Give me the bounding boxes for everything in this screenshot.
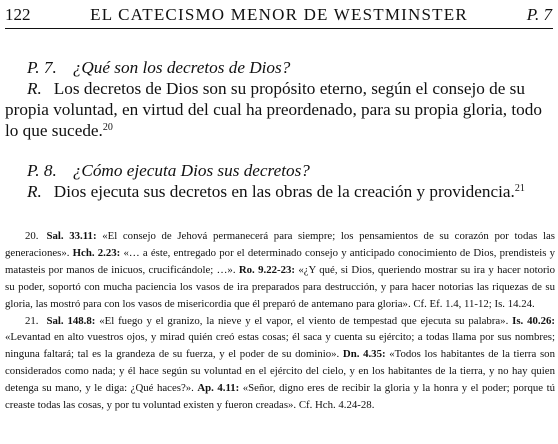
question-line (5, 160, 555, 181)
question-marker: P. 7. (27, 58, 57, 77)
answer-marker: R. (27, 182, 42, 201)
scripture-text: «El fuego y el granizo, la nieve y el vapor, el viento de tempestad que ejecuta su palabra». (95, 314, 513, 327)
question-text: ¿Cómo ejecuta Dios sus decretos? (72, 161, 310, 180)
qa-block-7 (5, 57, 555, 141)
footnote-mark: 20 (102, 122, 113, 133)
scripture-text: «El consejo de Jehová permanecerá para siempre; los pensamientos de su corazón por todas las generaciones». (5, 230, 555, 259)
answer-text: Los decretos de Dios son su propósito eterno, según el consejo de su propia voluntad, en virtud del cual ha preordenado, para su propia gloria, todo lo que sucede. (5, 79, 542, 140)
qa-block-8 (5, 160, 555, 202)
header-rule (5, 28, 553, 29)
answer-paragraph (5, 181, 555, 202)
footnote-mark: 21 (514, 183, 525, 194)
running-title: EL CATECISMO MENOR DE WESTMINSTER (90, 5, 468, 24)
scripture-text: «Levantad en alto vuestros ojos, y mirad quién creó estas cosas; él saca y cuenta su ejército; a todas llama por sus nombres; ninguna faltará; tal es la grandeza de su fuerza, y el poder de su dominio». (5, 331, 555, 361)
scripture-ref: Ap. 4.11: (197, 382, 240, 395)
scripture-text: «… a éste, entregado por el determinado consejo y anticipado conocimiento de Dios, prendisteis y matasteis por manos de inicuos, crucificándole; …». (5, 246, 555, 276)
footnote-20 (5, 228, 555, 313)
running-header (0, 0, 558, 30)
footnotes (5, 228, 555, 414)
footnote-21 (5, 313, 555, 414)
question-line (5, 57, 555, 78)
scripture-text: «¿Y qué, si Dios, queriendo mostrar su ira y hacer notorio su poder, soportó con mucha paciencia los vasos de ira preparados para destrucción, y para hacer notorias las riquezas de su gloria, las mostró para con los vasos de misericordia que él preparó de antemano para gloria». Cf. Ef. 1.4, 11-12; Is. 14.24. (5, 263, 555, 310)
question-reference: P. 7 (526, 5, 552, 24)
answer-marker: R. (27, 79, 42, 98)
footnote-number: 20. (25, 230, 39, 242)
scripture-ref: Sal. 148.8: (46, 314, 96, 327)
scripture-ref: Dn. 4.35: (342, 348, 386, 361)
answer-text: Dios ejecuta sus decretos en las obras de la creación y providencia. (53, 182, 515, 201)
footnote-number: 21. (25, 314, 39, 327)
answer-paragraph (5, 78, 555, 141)
question-marker: P. 8. (27, 161, 57, 180)
page-number: 122 (5, 5, 31, 24)
scripture-text: «Todos los habitantes de la tierra son considerados como nada; y él hace según su voluntad en el ejército del cielo, y en los habitantes de la tierra, y no hay quien detenga su mano, y le diga: ¿Qué haces?». (5, 348, 555, 395)
scripture-ref: Is. 40.26: (512, 314, 555, 327)
scripture-text: «Señor, digno eres de recibir la gloria y la honra y el poder; porque tú creaste todas las cosas, y por tu voluntad existen y fueron creadas». Cf. Hch. 4.24-28. (5, 382, 555, 412)
question-text: ¿Qué son los decretos de Dios? (72, 58, 291, 77)
scripture-ref: Sal. 33.11: (46, 230, 97, 242)
scripture-ref: Hch. 2.23: (72, 246, 121, 259)
scripture-ref: Ro. 9.22-23: (238, 263, 295, 276)
